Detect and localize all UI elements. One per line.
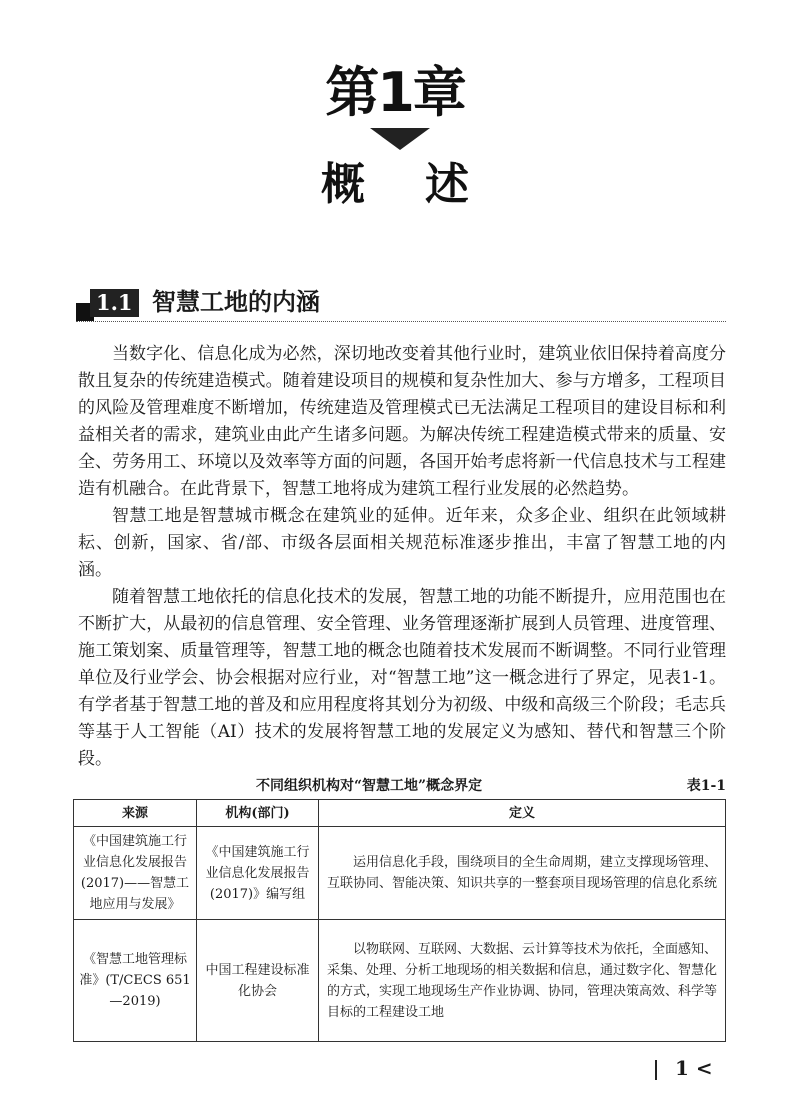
chapter-label: 第1章 xyxy=(325,61,465,124)
cell-definition xyxy=(319,827,726,920)
cell-org: 中国工程建设标准化协会 xyxy=(197,920,319,1042)
paragraph: 随着智慧工地依托的信息化技术的发展，智慧工地的功能不断提升，应用范围也在不断扩大，从最初的信息管理、安全管理、业务管理逐渐扩展到人员管理、进度管理、施工策划案、质量管理等，智慧工地的概念也随着技术发展而不断调整。不同行业管理单位及行业学会、协会根据对应行业，对“智慧工地”这一概念进行了界定，见表1-1。有学者基于智慧工地的普及和应用程度将其划分为初级、中级和高级三个阶段；毛志兵等基于人工智能（AI）技术的发展将智慧工地的发展定义为感知、替代和智慧三个阶段。 xyxy=(78,587,726,769)
cell-definition xyxy=(319,920,726,1042)
table-header-row xyxy=(74,800,726,827)
section-title: 智慧工地的内涵 xyxy=(152,287,320,316)
definition-text: 运用信息化手段，围绕项目的全生命周期，建立支撑现场管理、互联协同、智能决策、知识共享的一整套项目现场管理的信息化系统 xyxy=(327,855,718,891)
cell-org: 《中国建筑施工行业信息化发展报告(2017)》编写组 xyxy=(197,827,319,920)
chapter-title: 概述 xyxy=(321,159,529,210)
body-text xyxy=(78,341,726,773)
page-number xyxy=(655,1056,726,1080)
content-flow xyxy=(73,0,726,1080)
paragraph: 智慧工地是智慧城市概念在建筑业的延伸。近年来，众多企业、组织在此领域耕耘、创新，国家、省/部、市级各层面相关规范标准逐步推出，丰富了智慧工地的内涵。 xyxy=(78,506,726,580)
cell-source: 《智慧工地管理标准》(T/CECS 651—2019) xyxy=(74,920,197,1042)
table-row xyxy=(74,920,726,1042)
header-definition: 定义 xyxy=(319,800,726,827)
table-number: 表1-1 xyxy=(686,778,726,794)
header-source: 来源 xyxy=(74,800,197,827)
page-number-divider xyxy=(655,1060,657,1080)
definition-table xyxy=(73,799,726,1042)
definition-text: 以物联网、互联网、大数据、云计算等技术为依托，全面感知、采集、处理、分析工地现场的相关数据和信息，通过数字化、智慧化的方式，实现工地现场生产作业协调、协同，管理决策高效、科学等目标的工程建设工地 xyxy=(327,941,718,1020)
table-title: 不同组织机构对“智慧工地”概念界定 xyxy=(256,778,483,794)
page-number-text: 1 < xyxy=(675,1056,713,1080)
paragraph: 当数字化、信息化成为必然，深切地改变着其他行业时，建筑业依旧保持着高度分散且复杂的传统建造模式。随着建设项目的规模和复杂性加大、参与方增多，工程项目的风险及管理难度不断增加，传统建造及管理模式已无法满足工程项目的建设目标和利益相关者的需求，建筑业由此产生诸多问题。为解决传统工程建造模式带来的质量、安全、劳务用工、环境以及效率等方面的问题，各国开始考虑将新一代信息技术与工程建造有机融合。在此背景下，智慧工地将成为建筑工程行业发展的必然趋势。 xyxy=(78,344,726,499)
cell-source: 《中国建筑施工行业信息化发展报告(2017)——智慧工地应用与发展》 xyxy=(74,827,197,920)
header-org: 机构(部门) xyxy=(197,800,319,827)
section-number: 1.1 xyxy=(90,289,139,317)
table-caption xyxy=(78,777,726,795)
table-row xyxy=(74,827,726,920)
